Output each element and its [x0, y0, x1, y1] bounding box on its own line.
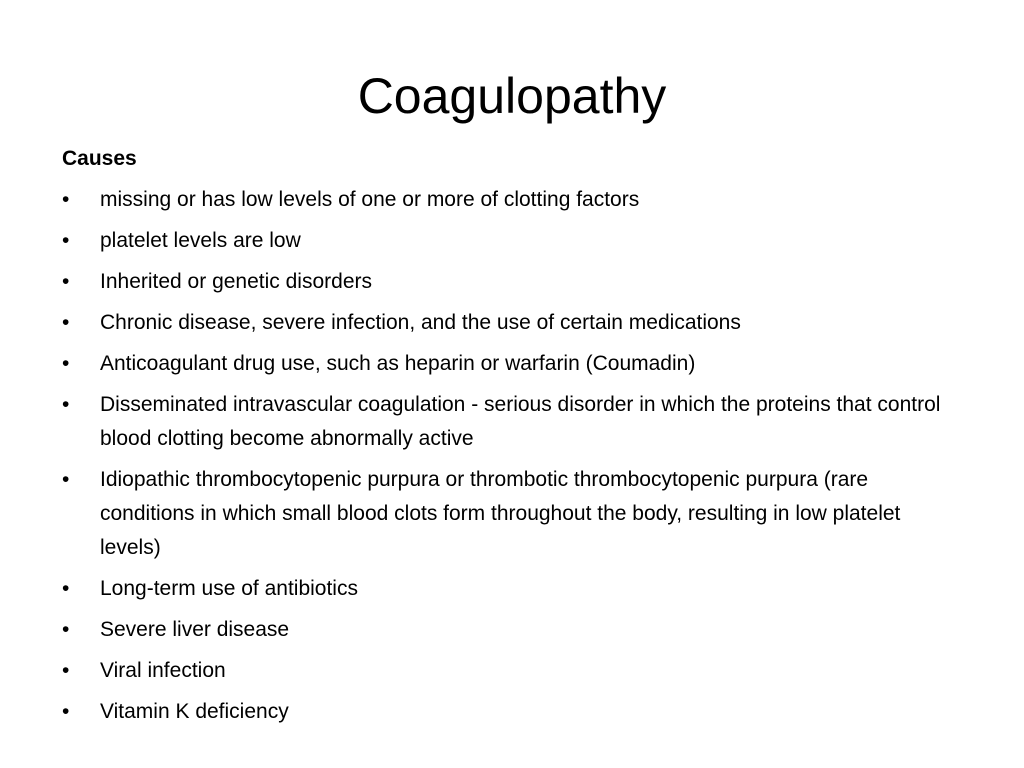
list-item-text: Chronic disease, severe infection, and the use of certain medications: [100, 311, 741, 334]
list-item-text: Idiopathic thrombocytopenic purpura or thrombotic thrombocytopenic purpura (rare conditions in which small blood clots form throughout the body, resulting in low platelet levels): [100, 468, 901, 559]
list-item: [62, 224, 962, 258]
list-item-text: Long-term use of antibiotics: [100, 577, 358, 600]
list-item: [62, 572, 962, 606]
list-item: [62, 654, 962, 688]
bullet-list: [62, 183, 962, 729]
list-item: [62, 265, 962, 299]
bullet-icon: •: [62, 311, 70, 334]
bullet-icon: •: [62, 229, 70, 252]
list-item: [62, 463, 962, 565]
bullet-icon: •: [62, 577, 70, 600]
slide-body: [62, 143, 962, 736]
list-item: [62, 306, 962, 340]
bullet-icon: •: [62, 700, 70, 723]
bullet-icon: •: [62, 393, 70, 416]
list-item-text: Vitamin K deficiency: [100, 700, 289, 723]
bullet-icon: •: [62, 618, 70, 641]
list-item: [62, 183, 962, 217]
bullet-icon: •: [62, 659, 70, 682]
list-item-text: platelet levels are low: [100, 229, 301, 252]
list-item-text: Severe liver disease: [100, 618, 290, 641]
section-heading: Causes: [62, 147, 137, 170]
list-item-text: Inherited or genetic disorders: [100, 270, 372, 293]
bullet-icon: •: [62, 270, 70, 293]
bullet-icon: •: [62, 188, 70, 211]
list-item: [62, 388, 962, 456]
list-item-text: Disseminated intravascular coagulation - serious disorder in which the proteins that control blood clotting become abnormally active: [100, 393, 941, 450]
list-item-text: Viral infection: [100, 659, 226, 682]
list-item-text: Anticoagulant drug use, such as heparin or warfarin (Coumadin): [100, 352, 696, 375]
bullet-icon: •: [62, 468, 70, 491]
slide-title: Coagulopathy: [357, 68, 667, 124]
bullet-icon: •: [62, 352, 70, 375]
list-item: [62, 613, 962, 647]
list-item-text: missing or has low levels of one or more of clotting factors: [100, 188, 640, 211]
list-item: [62, 347, 962, 381]
list-item: [62, 695, 962, 729]
